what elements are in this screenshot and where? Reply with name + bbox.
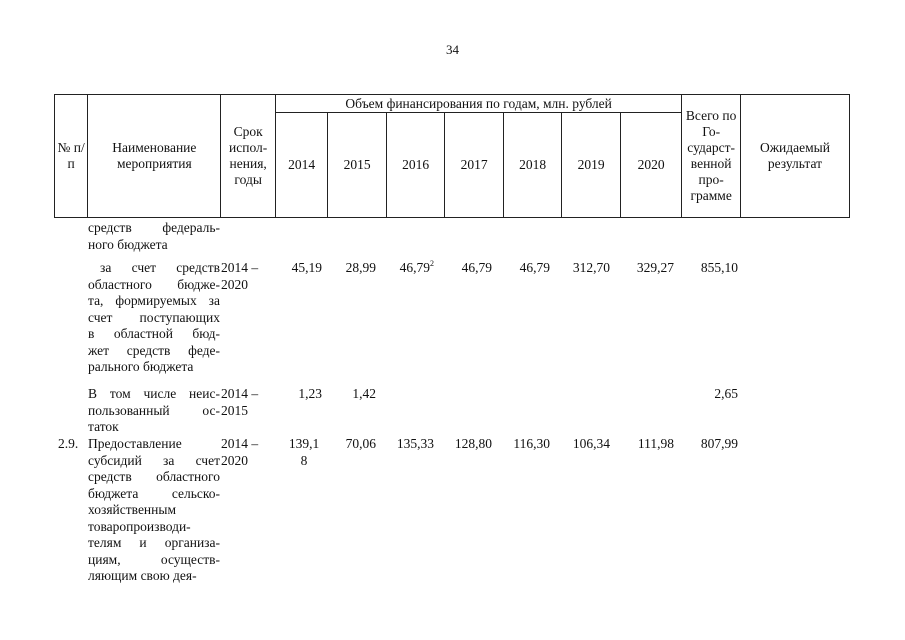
table-header: [54, 94, 850, 218]
row-total: 855,10: [700, 260, 738, 275]
row-value-text: 139,1: [288, 436, 320, 451]
row-term: 2014 –: [221, 386, 259, 401]
header-term: Срок испол-нения, годы: [221, 95, 275, 218]
header-year: 2020: [620, 113, 682, 218]
row-name-line: ляющим свою дея-: [88, 568, 197, 583]
row-total: 807,99: [700, 436, 738, 451]
row-value-text: 28,99: [345, 260, 376, 275]
row-name-line: бюджета сельско-: [88, 485, 220, 501]
row-name-line: В том числе неис-: [88, 386, 220, 401]
row-name-line: рального бюджета: [88, 359, 194, 374]
row-value: [397, 436, 434, 453]
row-name-line: телям и организа-: [88, 535, 220, 550]
row-value-text: 312,70: [572, 260, 610, 275]
row-value-text: 116,30: [513, 436, 550, 451]
row-value: [513, 436, 550, 453]
row-value-text: 1,42: [352, 386, 376, 401]
row-name-line: областного бюдже-: [88, 276, 220, 292]
row-name-line: пользованный ос-: [88, 402, 220, 418]
header-year: 2014: [275, 113, 327, 218]
row-name: [88, 436, 220, 585]
row-value: [298, 386, 322, 403]
row-name-line: товаропроизводи-: [88, 518, 191, 534]
header-financing: Объем финансирования по годам, млн. рублей: [275, 95, 682, 113]
header-total: Всего по Го-сударст-венной про-грамме: [682, 95, 741, 218]
row-total: 2,65: [714, 386, 738, 401]
header-year: 2019: [562, 113, 621, 218]
row-term: 2020: [221, 276, 248, 292]
row-term: 2014 –: [221, 436, 259, 451]
row-number: 2.9.: [58, 436, 79, 451]
row-name-line: жет средств феде-: [88, 342, 220, 358]
row-term: 2020: [221, 452, 248, 468]
row-value-text: 135,33: [396, 436, 434, 451]
row-value: [346, 260, 376, 277]
row-value-text: 111,98: [637, 436, 674, 451]
row-term: 2015: [221, 402, 248, 418]
row-value: [400, 260, 434, 277]
row-value-text: 329,27: [636, 260, 674, 275]
row-name: [88, 260, 220, 376]
row-value-text: 46,79: [399, 260, 430, 275]
header-result: Ожидаемый результат: [740, 95, 849, 218]
row-name-line: средств федераль-: [88, 220, 220, 235]
row-name: [88, 220, 220, 253]
row-value: [286, 436, 322, 469]
row-value: [573, 436, 610, 453]
row-value: [638, 436, 674, 453]
footnote-mark: 2: [430, 259, 434, 268]
header-year: 2017: [445, 113, 504, 218]
row-value: [520, 260, 550, 277]
row-value: [352, 386, 376, 403]
row-name-line: субсидий за счет: [88, 452, 220, 468]
row-name-line: ного бюджета: [88, 236, 168, 252]
header-number: № п/п: [55, 95, 88, 218]
header-year: 2018: [503, 113, 562, 218]
row-name-line: Предоставление: [88, 436, 182, 451]
row-value: [573, 260, 610, 277]
row-value: [292, 260, 322, 277]
header-name: Наименование мероприятия: [88, 95, 221, 218]
row-name-line: в областной бюд-: [88, 326, 220, 341]
row-value-text: 70,06: [345, 436, 376, 451]
row-value-text: 46,79: [519, 260, 550, 275]
row-name-line: таток: [88, 419, 119, 434]
row-value-text: 128,80: [454, 436, 492, 451]
row-name-line: средств областного: [88, 469, 220, 484]
row-value-text-cont: 8: [300, 452, 308, 468]
header-year: 2016: [386, 113, 445, 218]
row-value-text: 106,34: [572, 436, 610, 451]
row-value-text: 45,19: [291, 260, 322, 275]
header-year: 2015: [328, 113, 387, 218]
row-value: [462, 260, 492, 277]
row-name-line: циям, осуществ-: [88, 551, 220, 567]
page-number: 34: [446, 42, 459, 57]
row-value-text: 1,23: [298, 386, 322, 401]
row-name-line: за счет средств: [100, 260, 220, 275]
row-value: [455, 436, 492, 453]
row-value-text: 46,79: [461, 260, 492, 275]
row-name: [88, 386, 220, 436]
row-name-line: та, формируемых за: [88, 293, 220, 308]
row-name-line: хозяйственным: [88, 502, 176, 517]
row-value: [346, 436, 376, 453]
row-value: [637, 260, 674, 277]
row-term: 2014 –: [221, 260, 259, 275]
row-name-line: счет поступающих: [88, 309, 220, 325]
